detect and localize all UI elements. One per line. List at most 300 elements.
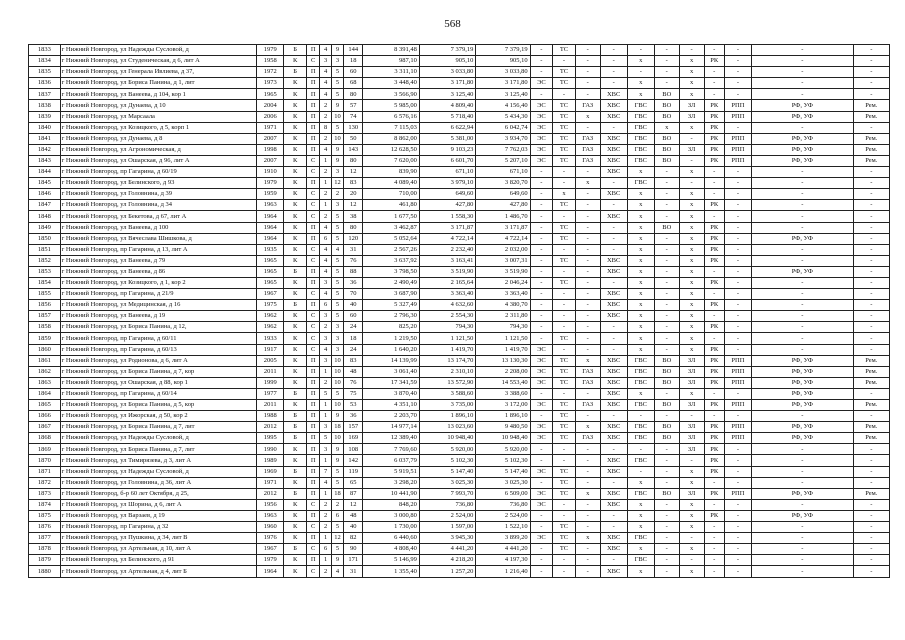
table-row [29, 189, 890, 200]
cell-overhaul: РК [704, 422, 724, 433]
cell-garbage-chute: - [679, 411, 704, 422]
cell-facade: РФ, УФ [751, 233, 853, 244]
cell-row-number: 1852 [29, 255, 61, 266]
cell-garbage-chute: х [679, 67, 704, 78]
cell-address: г Нижний Новгород, ул Бориса Панина, д 7, лит [60, 422, 257, 433]
cell-floors: 3 [331, 56, 343, 67]
cell-address: г Нижний Новгород, ул Медицинская, д 16 [60, 300, 257, 311]
cell-drainage: - [654, 510, 679, 521]
cell-facade: - [751, 499, 853, 510]
table-row [29, 167, 890, 178]
cell-overhaul: - [704, 45, 724, 56]
cell-gas: - [575, 311, 600, 322]
cell-gas: - [575, 167, 600, 178]
cell-wall-material: К [284, 400, 307, 411]
cell-entrances: 2 [320, 111, 331, 122]
cell-residential-area: 3 899,20 [476, 533, 530, 544]
cell-entrances: 1 [320, 400, 331, 411]
cell-apartments: 50 [344, 133, 363, 144]
cell-hot-water: - [627, 466, 654, 477]
cell-facade: - [751, 222, 853, 233]
cell-repair: - [853, 522, 889, 533]
cell-total-area: 6 440,60 [363, 533, 419, 544]
cell-floors: 3 [331, 344, 343, 355]
cell-hot-water: х [627, 56, 654, 67]
cell-building-type: П [306, 266, 320, 277]
cell-cold-water: - [600, 67, 627, 78]
cell-year-built: 2012 [257, 422, 284, 433]
cell-elevator: - [724, 566, 751, 577]
cell-gas: - [575, 333, 600, 344]
cell-gas: ГАЗ [575, 100, 600, 111]
cell-facade: - [751, 466, 853, 477]
cell-floors: 5 [331, 477, 343, 488]
table-row [29, 111, 890, 122]
cell-wall-material: К [284, 522, 307, 533]
cell-heating: ТС [553, 533, 576, 544]
cell-hot-water: ГВС [627, 155, 654, 166]
cell-hot-water: ГВС [627, 133, 654, 144]
cell-elevator: - [724, 388, 751, 399]
cell-floors: 10 [331, 133, 343, 144]
cell-address: г Нижний Новгород, ул Бекетова, д 67, лит А [60, 211, 257, 222]
cell-wall-material: Б [284, 488, 307, 499]
cell-row-number: 1837 [29, 89, 61, 100]
cell-row-number: 1849 [29, 222, 61, 233]
cell-building-type: П [306, 111, 320, 122]
table-row [29, 400, 890, 411]
cell-elevator: РПП [724, 144, 751, 155]
cell-row-number: 1841 [29, 133, 61, 144]
cell-electricity: ЭС [530, 533, 553, 544]
cell-total-area: 2 796,30 [363, 311, 419, 322]
cell-residential-area: 1 419,70 [476, 344, 530, 355]
cell-residential-area: 4 441,20 [476, 544, 530, 555]
cell-living-area: 13 174,70 [419, 355, 475, 366]
cell-total-area: 3 000,80 [363, 510, 419, 521]
cell-row-number: 1873 [29, 488, 61, 499]
cell-facade: - [751, 244, 853, 255]
table-row [29, 477, 890, 488]
cell-year-built: 2004 [257, 100, 284, 111]
cell-total-area: 987,10 [363, 56, 419, 67]
cell-heating: - [553, 322, 576, 333]
cell-facade: РФ, УФ [751, 144, 853, 155]
cell-building-type: П [306, 510, 320, 521]
cell-residential-area: 3 934,70 [476, 133, 530, 144]
cell-row-number: 1839 [29, 111, 61, 122]
cell-facade: - [751, 311, 853, 322]
cell-living-area: 1 896,10 [419, 411, 475, 422]
cell-gas: - [575, 244, 600, 255]
cell-heating: ТС [553, 111, 576, 122]
cell-entrances: 2 [320, 189, 331, 200]
cell-facade: - [751, 67, 853, 78]
cell-entrances: 1 [320, 555, 331, 566]
cell-facade: РФ, УФ [751, 377, 853, 388]
cell-elevator: - [724, 333, 751, 344]
cell-year-built: 1965 [257, 89, 284, 100]
cell-apartments: 108 [344, 444, 363, 455]
cell-cold-water: - [600, 411, 627, 422]
cell-hot-water: х [627, 289, 654, 300]
table-row [29, 311, 890, 322]
cell-cold-water: ХВС [600, 144, 627, 155]
cell-elevator: - [724, 510, 751, 521]
cell-year-built: 1964 [257, 222, 284, 233]
cell-residential-area: 6 509,00 [476, 488, 530, 499]
cell-facade: - [751, 555, 853, 566]
cell-gas: - [575, 322, 600, 333]
cell-year-built: 2012 [257, 488, 284, 499]
cell-residential-area: 736,80 [476, 499, 530, 510]
cell-garbage-chute: - [679, 555, 704, 566]
cell-entrances: 4 [320, 67, 331, 78]
cell-electricity: ЭС [530, 355, 553, 366]
cell-elevator: РПП [724, 433, 751, 444]
cell-total-area: 4 089,40 [363, 178, 419, 189]
table-row [29, 67, 890, 78]
cell-living-area: 2 310,10 [419, 366, 475, 377]
cell-year-built: 1990 [257, 444, 284, 455]
cell-year-built: 1964 [257, 566, 284, 577]
cell-entrances: 1 [320, 533, 331, 544]
cell-drainage: ВО [654, 488, 679, 499]
cell-wall-material: К [284, 100, 307, 111]
cell-apartments: 20 [344, 189, 363, 200]
cell-residential-area: 2 032,00 [476, 244, 530, 255]
cell-repair: - [853, 566, 889, 577]
cell-cold-water: ХВС [600, 289, 627, 300]
table-row [29, 355, 890, 366]
cell-entrances: 3 [320, 277, 331, 288]
cell-entrances: 3 [320, 56, 331, 67]
cell-entrances: 2 [320, 377, 331, 388]
cell-building-type: П [306, 466, 320, 477]
cell-row-number: 1877 [29, 533, 61, 544]
cell-heating: - [553, 344, 576, 355]
cell-apartments: 12 [344, 499, 363, 510]
cell-drainage: - [654, 311, 679, 322]
table-row [29, 200, 890, 211]
cell-building-type: П [306, 377, 320, 388]
cell-address: г Нижний Новгород, ул Генерала Ивлиева, д 37, [60, 67, 257, 78]
cell-address: г Нижний Новгород, ул Ванеева, д 100 [60, 222, 257, 233]
cell-floors: 10 [331, 355, 343, 366]
cell-floors: 9 [331, 444, 343, 455]
cell-repair: - [853, 300, 889, 311]
cell-living-area: 1 558,30 [419, 211, 475, 222]
cell-wall-material: К [284, 200, 307, 211]
table-row [29, 277, 890, 288]
cell-wall-material: Б [284, 422, 307, 433]
cell-gas: ГАЗ [575, 400, 600, 411]
cell-entrances: 3 [320, 311, 331, 322]
cell-row-number: 1854 [29, 277, 61, 288]
cell-year-built: 1965 [257, 277, 284, 288]
cell-residential-area: 9 480,50 [476, 422, 530, 433]
cell-residential-area: 4 380,70 [476, 300, 530, 311]
cell-cold-water: ХВС [600, 377, 627, 388]
cell-row-number: 1871 [29, 466, 61, 477]
cell-hot-water: х [627, 300, 654, 311]
cell-address: г Нижний Новгород, ул Козицкого, д 1, кор 2 [60, 277, 257, 288]
cell-floors: 5 [331, 67, 343, 78]
cell-repair: - [853, 533, 889, 544]
cell-residential-area: 5 147,40 [476, 466, 530, 477]
cell-repair: - [853, 322, 889, 333]
cell-apartments: 80 [344, 222, 363, 233]
cell-hot-water: ГВС [627, 533, 654, 544]
cell-repair: - [853, 122, 889, 133]
cell-year-built: 1964 [257, 233, 284, 244]
cell-elevator: - [724, 222, 751, 233]
cell-garbage-chute: - [679, 45, 704, 56]
cell-overhaul: РК [704, 322, 724, 333]
cell-facade: РФ, УФ [751, 400, 853, 411]
cell-building-type: С [306, 244, 320, 255]
cell-total-area: 2 490,49 [363, 277, 419, 288]
cell-elevator: - [724, 499, 751, 510]
cell-building-type: С [306, 522, 320, 533]
cell-drainage: - [654, 189, 679, 200]
cell-row-number: 1878 [29, 544, 61, 555]
cell-row-number: 1869 [29, 444, 61, 455]
cell-floors: 5 [331, 122, 343, 133]
cell-living-area: 3 171,80 [419, 78, 475, 89]
cell-facade: - [751, 322, 853, 333]
cell-floors: 5 [331, 522, 343, 533]
cell-repair: - [853, 189, 889, 200]
cell-entrances: 4 [320, 222, 331, 233]
cell-electricity: - [530, 333, 553, 344]
cell-overhaul: - [704, 189, 724, 200]
cell-gas: ГАЗ [575, 155, 600, 166]
cell-facade: - [751, 189, 853, 200]
cell-facade: РФ, УФ [751, 355, 853, 366]
cell-gas: - [575, 344, 600, 355]
cell-electricity: ЭС [530, 488, 553, 499]
cell-total-area: 4 808,40 [363, 544, 419, 555]
cell-drainage: - [654, 200, 679, 211]
cell-drainage: - [654, 78, 679, 89]
cell-total-area: 1 219,50 [363, 333, 419, 344]
cell-electricity: ЭС [530, 78, 553, 89]
table-row [29, 344, 890, 355]
cell-facade: - [751, 344, 853, 355]
cell-address: г Нижний Новгород, ул Бориса Панина, д 1, лит [60, 78, 257, 89]
cell-total-area: 1 730,00 [363, 522, 419, 533]
cell-entrances: 2 [320, 167, 331, 178]
cell-building-type: С [306, 344, 320, 355]
table-body [29, 45, 890, 578]
cell-total-area: 12 389,40 [363, 433, 419, 444]
cell-repair: - [853, 178, 889, 189]
cell-residential-area: 3 820,70 [476, 178, 530, 189]
cell-floors: 4 [331, 244, 343, 255]
cell-year-built: 2007 [257, 155, 284, 166]
cell-floors: 9 [331, 555, 343, 566]
table-row [29, 255, 890, 266]
cell-living-area: 6 622,94 [419, 122, 475, 133]
cell-overhaul: РК [704, 488, 724, 499]
cell-year-built: 1999 [257, 377, 284, 388]
cell-row-number: 1860 [29, 344, 61, 355]
cell-elevator: - [724, 89, 751, 100]
cell-electricity: ЭС [530, 433, 553, 444]
cell-facade: - [751, 444, 853, 455]
cell-apartments: 144 [344, 45, 363, 56]
cell-living-area: 4 218,20 [419, 555, 475, 566]
cell-entrances: 2 [320, 100, 331, 111]
cell-row-number: 1880 [29, 566, 61, 577]
cell-facade: - [751, 255, 853, 266]
cell-floors: 5 [331, 222, 343, 233]
cell-year-built: 1963 [257, 200, 284, 211]
cell-apartments: 80 [344, 155, 363, 166]
cell-entrances: 2 [320, 522, 331, 533]
cell-entrances: 1 [320, 200, 331, 211]
cell-garbage-chute: х [679, 266, 704, 277]
cell-building-type: С [306, 211, 320, 222]
cell-row-number: 1863 [29, 377, 61, 388]
cell-living-area: 1 597,00 [419, 522, 475, 533]
cell-overhaul: РК [704, 444, 724, 455]
cell-drainage: - [654, 333, 679, 344]
cell-address: г Нижний Новгород, ул Шорина, д 6, лит А [60, 499, 257, 510]
cell-row-number: 1851 [29, 244, 61, 255]
cell-gas: ГАЗ [575, 133, 600, 144]
cell-facade: - [751, 277, 853, 288]
cell-overhaul: - [704, 411, 724, 422]
cell-living-area: 736,80 [419, 499, 475, 510]
cell-overhaul: РК [704, 355, 724, 366]
cell-row-number: 1868 [29, 433, 61, 444]
cell-wall-material: К [284, 289, 307, 300]
cell-building-type: П [306, 300, 320, 311]
cell-building-type: П [306, 178, 320, 189]
cell-cold-water: ХВС [600, 167, 627, 178]
cell-cold-water: - [600, 344, 627, 355]
cell-garbage-chute: х [679, 122, 704, 133]
cell-elevator: - [724, 244, 751, 255]
cell-residential-area: 2 524,00 [476, 510, 530, 521]
cell-row-number: 1859 [29, 333, 61, 344]
cell-hot-water: х [627, 333, 654, 344]
cell-address: г Нижний Новгород, пр Гагарина, д 21/9 [60, 289, 257, 300]
cell-residential-area: 5 920,00 [476, 444, 530, 455]
cell-hot-water: х [627, 244, 654, 255]
cell-total-area: 3 448,40 [363, 78, 419, 89]
cell-apartments: 12 [344, 167, 363, 178]
cell-electricity: - [530, 477, 553, 488]
cell-address: г Нижний Новгород, ул Белинского, д 93 [60, 178, 257, 189]
cell-entrances: 1 [320, 411, 331, 422]
cell-facade: - [751, 566, 853, 577]
cell-wall-material: К [284, 477, 307, 488]
cell-wall-material: Б [284, 433, 307, 444]
cell-building-type: П [306, 366, 320, 377]
cell-hot-water: ГВС [627, 555, 654, 566]
cell-garbage-chute: ЗЛ [679, 422, 704, 433]
cell-entrances: 4 [320, 45, 331, 56]
cell-repair: - [853, 344, 889, 355]
cell-repair: - [853, 311, 889, 322]
cell-gas: - [575, 200, 600, 211]
cell-facade: РФ, УФ [751, 111, 853, 122]
cell-gas: - [575, 499, 600, 510]
cell-cold-water: - [600, 277, 627, 288]
cell-overhaul: РК [704, 277, 724, 288]
cell-garbage-chute: х [679, 89, 704, 100]
cell-total-area: 5 327,49 [363, 300, 419, 311]
cell-gas: - [575, 78, 600, 89]
cell-drainage: ВО [654, 89, 679, 100]
cell-total-area: 3 870,40 [363, 388, 419, 399]
cell-living-area: 3 163,41 [419, 255, 475, 266]
cell-heating: ТС [553, 522, 576, 533]
cell-repair: Рем. [853, 155, 889, 166]
cell-repair: - [853, 89, 889, 100]
cell-total-area: 5 985,00 [363, 100, 419, 111]
cell-living-area: 4 441,20 [419, 544, 475, 555]
cell-apartments: 83 [344, 178, 363, 189]
cell-residential-area: 1 522,10 [476, 522, 530, 533]
cell-apartments: 31 [344, 566, 363, 577]
cell-row-number: 1857 [29, 311, 61, 322]
cell-address: г Нижний Новгород, ул Ижорская, д 50, кор 2 [60, 411, 257, 422]
cell-electricity: - [530, 555, 553, 566]
cell-building-type: С [306, 200, 320, 211]
cell-garbage-chute: х [679, 200, 704, 211]
cell-entrances: 6 [320, 233, 331, 244]
cell-drainage: - [654, 67, 679, 78]
cell-floors: 2 [331, 499, 343, 510]
cell-electricity: - [530, 89, 553, 100]
cell-drainage: - [654, 522, 679, 533]
cell-heating: ТС [553, 45, 576, 56]
table-row [29, 244, 890, 255]
cell-hot-water: х [627, 233, 654, 244]
cell-electricity: ЭС [530, 422, 553, 433]
cell-gas: - [575, 56, 600, 67]
cell-apartments: 87 [344, 488, 363, 499]
cell-heating: ТС [553, 67, 576, 78]
cell-floors: 5 [331, 78, 343, 89]
cell-wall-material: Б [284, 388, 307, 399]
cell-hot-water: ГВС [627, 144, 654, 155]
table-row [29, 455, 890, 466]
cell-wall-material: К [284, 555, 307, 566]
cell-building-type: П [306, 411, 320, 422]
cell-drainage: - [654, 56, 679, 67]
cell-residential-area: 4 197,30 [476, 555, 530, 566]
cell-drainage: - [654, 233, 679, 244]
cell-year-built: 1910 [257, 167, 284, 178]
cell-overhaul: - [704, 89, 724, 100]
cell-entrances: 4 [320, 78, 331, 89]
cell-address: г Нижний Новгород, ул Бориса Панина, д 12, [60, 322, 257, 333]
cell-garbage-chute: ЗЛ [679, 377, 704, 388]
table-row [29, 266, 890, 277]
cell-living-area: 3 363,40 [419, 289, 475, 300]
cell-living-area: 2 165,64 [419, 277, 475, 288]
cell-hot-water: х [627, 499, 654, 510]
cell-wall-material: Б [284, 300, 307, 311]
cell-year-built: 2006 [257, 111, 284, 122]
cell-building-type: П [306, 555, 320, 566]
cell-building-type: С [306, 289, 320, 300]
